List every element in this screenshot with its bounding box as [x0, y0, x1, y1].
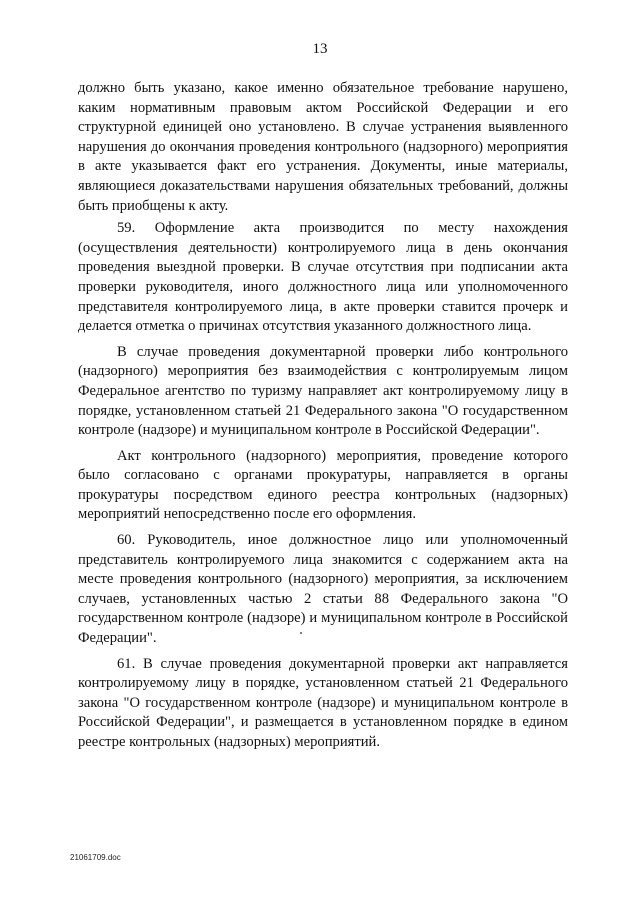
paragraph-clause-59: 59. Оформление акта производится по месту нахождения (осуществления деятельности) контролируемого лица в день окончания проведения выездной проверки. В случае отсутствия при подписании акта проверки руководителя, иного должностного лица или уполномоченного представителя контролируемого лица, в акте проверки ставится прочерк и делается отметка о причинах отсутствия указанного должностного лица. — [78, 220, 568, 335]
page-number: 13 — [312, 41, 328, 57]
document-body — [78, 79, 568, 753]
footer-filename: 21061709.doc — [70, 853, 121, 862]
paragraph-clause-61: 61. В случае проведения документарной проверки акт направляется контролируемому лицу в порядке, установленном статьей 21 Федерального закона "О государственном контроле (надзоре) и муниципальном контроле в Российской Федерации", и размещается в установленном порядке в едином реестре контрольных (надзорных) мероприятий. — [78, 655, 568, 750]
paragraph-clause-60: 60. Руководитель, иное должностное лицо или уполномоченный представитель контролируемого лица знакомится с содержанием акта на месте проведения контрольного (надзорного) мероприятия, за исключением случаев, установленных частью 2 статьи 88 Федерального закона "О государственном контроле (надзоре) и муниципальном контроле в Российской Федерации". — [78, 532, 568, 647]
paragraph-prosecutor-act: Акт контрольного (надзорного) мероприятия, проведение которого было согласовано с органами прокуратуры, направляется в органы прокуратуры посредством единого реестра контрольных (надзорных) мероприятий непосредственно после его оформления. — [78, 447, 568, 523]
paragraph-documentary-inspection: В случае проведения документарной проверки либо контрольного (надзорного) мероприятия без взаимодействия с контролируемым лицом Федеральное агентство по туризму направляет акт контролируемому лицу в порядке, установленном статьей 21 Федерального закона "О государственном контроле (надзоре) и муниципальном контроле в Российской Федерации". — [78, 343, 568, 439]
scan-speck — [300, 632, 302, 634]
paragraph-continuation: должно быть указано, какое именно обязательное требование нарушено, каким нормативным правовым актом Российской Федерации и его структурной единицей оно установлено. В случае устранения выявленного нарушения до окончания проведения контрольного (надзорного) мероприятия в акте указывается факт его устранения. Документы, иные материалы, являющиеся доказательствами нарушения обязательных требований, должны быть приобщены к акту. — [78, 80, 568, 214]
